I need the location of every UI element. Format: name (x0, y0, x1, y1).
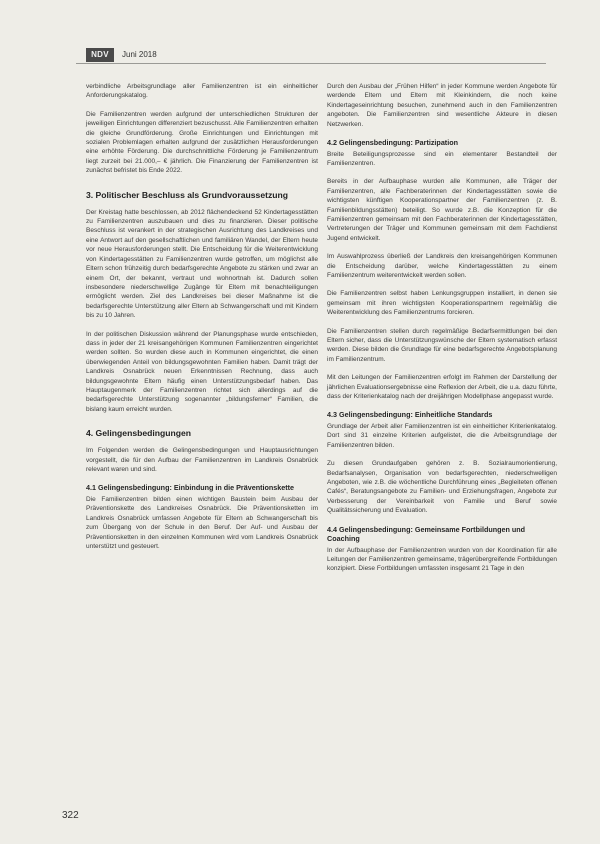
paragraph: Durch den Ausbau der „Frühen Hilfen“ in jeder Kommune werden Angebote für werdende Eltern und Eltern mit Kleinkindern, die noch keine Kindertageseinrichtung besuchen, zunehmend auch in den Familienzentren angeboten. Die Familienzentren sind wesentliche Akteure in diesen Netzwerken. (327, 83, 557, 128)
subsection-heading-4-1: 4.1 Gelingensbedingung: Einbindung in die Präventionskette (86, 483, 295, 493)
paragraph: Die Familienzentren stellen durch regelmäßige Bedarfsermittlungen bei den Eltern sicher, dass die Unterstützungswünsche der Eltern systematisch erfasst werden. Diese bilden die Grundlage für eine bedarfsgerechte Angebotsplanung im Familienzentrum. (327, 327, 557, 363)
subsection-heading-4-4: 4.4 Gelingensbedingung: Gemeinsame Fortbildungen und Coaching (327, 524, 526, 544)
issue-date: Juni 2018 (122, 50, 157, 59)
paragraph: Zu diesen Grundaufgaben gehören z. B. Sozialraumorientierung, Bedarfsanalysen, Organisation von bedarfsgerechten, niederschwelligen Angeboten, wie z.B. die wöchentliche Durchführung eines „Begleiteten offenen Cafés“, Beratungsangebote zu Familien- und Erziehungsfragen, Angebote zur Verbesserung der Vereinbarkeit von Familie und Beruf sowie Qualitätssicherung und Evaluation. (327, 460, 557, 515)
paragraph: Mit den Leitungen der Familienzentren erfolgt im Rahmen der Darstellung der jährlichen Evaluationsergebnisse eine Reflexion der Arbeit, die u.a. dazu führte, dass der Kriterienkatalog nach der dreijährigen Modellphase angepasst wurde. (327, 374, 557, 401)
section-heading-3: 3. Politischer Beschluss als Grundvoraussetzung (86, 189, 289, 200)
paragraph: Die Familienzentren bilden einen wichtigen Baustein beim Ausbau der Präventionskette des Landkreises Osnabrück. Die Präventionsketten im Landkreis Osnabrück umfassen Angebote für Eltern ab Schwangerschaft bis zum Übergang von der Schule in den Beruf. Der Auf- und Ausbau der Präventionsketten in den einzelnen Kommunen wird vom Landkreis Osnabrück unterstützt und gesteuert. (86, 495, 318, 550)
subsection-heading-4-2: 4.2 Gelingensbedingung: Partizipation (327, 138, 458, 148)
paragraph: Grundlage der Arbeit aller Familienzentren ist ein einheitlicher Kriterienkatalog. Dort sind 31 einzelne Kriterien aufgelistet, die die Arbeitsgrundlage der Familienzentren bilden. (327, 422, 557, 449)
section-heading-4: 4. Gelingensbedingungen (86, 428, 192, 439)
paragraph: verbindliche Arbeitsgrundlage aller Familienzentren ist ein einheitlicher Anforderungskatalog. (86, 83, 318, 100)
journal-badge: NDV (86, 48, 114, 62)
header-divider (76, 63, 546, 64)
left-column (86, 82, 318, 560)
subsection-heading-4-3: 4.3 Gelingensbedingung: Einheitliche Standards (327, 410, 493, 420)
paragraph: Im Folgenden werden die Gelingensbedingungen und Hauptausrichtungen vorgestellt, die für den Aufbau der Familienzentren im Landkreis Osnabrück relevant waren und sind. (86, 447, 318, 473)
paragraph: Bereits in der Aufbauphase wurden alle Kommunen, alle Träger der Familienzentren, alle Fachberaterinnen der Kindertagesstätten sowie die wichtigsten künftigen Kooperationspartner der Familienzentren (z. B. Familienbildungsstätten) beteiligt. So wurde z.B. die Konzeption für die Familienzentren gemeinsam mit den Fachberaterinnen der Kindertagesstätten, Vertreterungen der Träger und Kommunen gemeinsam mit dem Fachdienst Jugend entwickelt. (327, 178, 557, 242)
page-number: 322 (62, 810, 79, 821)
paragraph: Die Familienzentren werden aufgrund der unterschiedlichen Strukturen der jeweiligen Einrichtungen differenziert bezuschusst. Alle Familienzentren erhalten die gleiche Grundförderung. Große Einrichtungen und Einrichtungen mit sozialen Problemlagen erhalten aufgrund der zusätzlichen Herausforderungen eine erhöhte Förderung. Die durchschnittliche Förderung je Familienzentrum liegt zurzeit bei 21.000,– € jährlich. Die Finanzierung der Familienzentren ist zunächst befristet bis Ende 2022. (86, 110, 318, 175)
page-header (76, 48, 546, 64)
right-column (327, 82, 557, 583)
paragraph: Breite Beteiligungsprozesse sind ein elementarer Bestandteil der Familienzentren. (327, 150, 557, 167)
paragraph: In der politischen Diskussion während der Planungsphase wurde entschieden, dass in jeder der 21 kreisangehörigen Kommunen Familienzentren eingerichtet werden sollten. So wurden diese auch in Kommunen eingerichtet, die einen überwiegenden Anteil von bildungsgewohnten Familien haben. Damit trägt der Landkreis Osnabrück neuen Erkenntnissen Rechnung, dass auch bildungsgewohnte Eltern häufig einen Unterstützungsbedarf haben. Das Hauptaugenmerk der Familienzentren richtet sich allerdings auf die bedarfsgerechte Unterstützung sogenannter „bildungsferner“ Familien, die bislang kaum erreicht wurden. (86, 330, 318, 413)
paragraph: In der Aufbauphase der Familienzentren wurden von der Koordination für alle Leitungen der Familienzentren gemeinsame, trägerübergreifende Fortbildungen konzipiert. Diese Fortbildungen umfassten insgesamt 21 Tage in den (327, 546, 557, 573)
paragraph: Die Familienzentren selbst haben Lenkungsgruppen installiert, in denen sie gemeinsam mit ihren wichtigsten Kooperationspartnern regelmäßig die Weiterentwicklung des Familienzentrums forcieren. (327, 290, 557, 317)
paragraph: Im Auswahlprozess überließ der Landkreis den kreisangehörigen Kommunen die Entscheidung darüber, welche Kindertagesstätten zu einem Familienzentrum weiterentwickelt werden sollen. (327, 253, 557, 279)
paragraph: Der Kreistag hatte beschlossen, ab 2012 flächendeckend 52 Kindertagesstätten zu Familienzentren auszubauen und dies zu finanzieren. Dieser politische Beschluss ist verankert in der strategischen Ausrichtung des Landkreises und eine Antwort auf den gesellschaftlichen und familiären Wandel, der Eltern heute vor neue Herausforderungen stellt. Die Entscheidung für die Weiterentwicklung von Kindertagesstätten zu Familienzentren wurde getroffen, um möglichst alle Eltern schon frühzeitig durch bedarfsgerechte Angebote zu stärken und zwar an einem Ort, der bekannt, vertraut und wohnortnah ist. Dadurch sollen insbesondere niederschwellige Zugänge für Eltern mit benachteiligungen ermöglicht werden. Ziel des Landkreises bei dieser Maßnahme ist die bedarfsgerechte Unterstützung aller Eltern ab Schwangerschaft und mit Kindern bis zu 10 Jahren. (86, 208, 318, 320)
